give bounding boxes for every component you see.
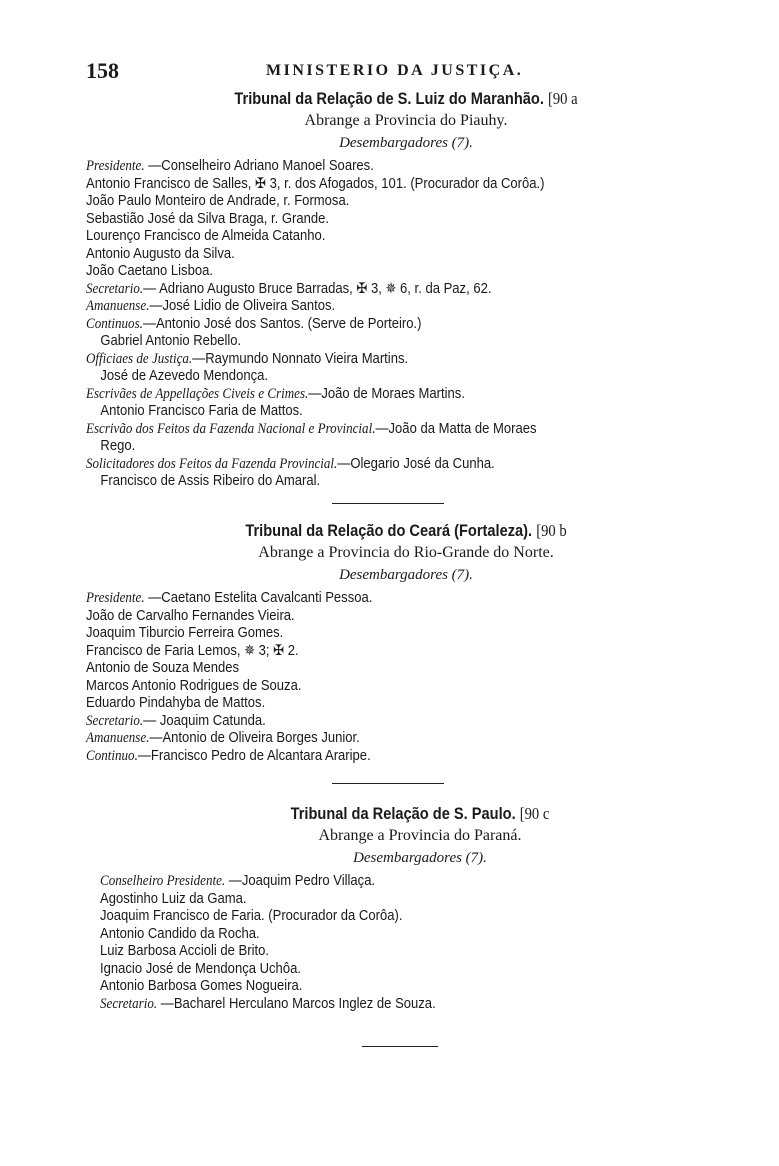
- entry-text: João de Carvalho Fernandes Vieira.: [86, 607, 295, 624]
- entry-text: Antonio Francisco de Salles, ✠ 3, r. dos Afogados, 101. (Procurador da Corôa.): [86, 175, 545, 192]
- entry-line: [86, 211, 662, 229]
- entry-text: João Paulo Monteiro de Andrade, r. Formosa.: [86, 193, 350, 209]
- entry-line: [86, 193, 662, 211]
- entry-text: Agostinho Luiz da Gama.: [100, 890, 247, 907]
- entry-text: Joaquim Francisco de Faria. (Procurador da Corôa).: [100, 908, 403, 924]
- page-header: [86, 58, 698, 82]
- entry-role-label: Continuo.: [86, 747, 138, 764]
- entry-text: —Bacharel Herculano Marcos Inglez de Souza.: [157, 995, 436, 1012]
- entry-role-label: Amanuense.: [86, 298, 150, 314]
- section-subheading: Desembargadores (7).: [353, 850, 487, 866]
- section-title: Tribunal da Relação de S. Paulo. [90 c: [290, 804, 550, 823]
- entry-text: —José Lidio de Oliveira Santos.: [149, 298, 336, 314]
- entry-line: [86, 473, 662, 491]
- entry-text: —João da Matta de Moraes: [375, 420, 537, 437]
- section-tag: [90 a: [547, 89, 578, 108]
- entry-text: —João de Moraes Martins.: [308, 385, 465, 402]
- entry-text: —Conselheiro Adriano Manoel Soares.: [144, 158, 374, 174]
- section-tag: [90 c: [519, 804, 550, 823]
- page-number: 158: [86, 58, 119, 83]
- entry-text: João Caetano Lisboa.: [86, 263, 213, 279]
- entry-text: —Joaquim Pedro Villaça.: [225, 873, 376, 889]
- section-subtitle: Abrange a Provincia do Piauhy.: [304, 112, 508, 129]
- entry-role-label: Presidente.: [86, 158, 145, 174]
- section-sao-paulo: [100, 803, 740, 1013]
- entry-text: Eduardo Pindahyba de Mattos.: [86, 695, 266, 711]
- entry-line: [86, 281, 662, 299]
- entry-text: Antonio Candido da Rocha.: [100, 925, 260, 942]
- section-title: Tribunal da Relação de S. Luiz do Maranhão. [90 a: [234, 89, 578, 108]
- section-maranhao: [86, 88, 726, 491]
- entry-line: [100, 891, 676, 909]
- entry-line: [100, 996, 676, 1014]
- entry-role-label: Officiaes de Justiça.: [86, 350, 193, 367]
- section-divider: [362, 1046, 438, 1047]
- entry-role-label: Amanuense.: [86, 730, 150, 746]
- entry-role-label: Conselheiro Presidente.: [100, 873, 226, 889]
- entry-text: Sebastião José da Silva Braga, r. Grande.: [86, 210, 330, 227]
- entry-text: —Antonio de Oliveira Borges Junior.: [149, 730, 360, 746]
- section-ceara: [86, 520, 726, 765]
- entry-role-label: Escrivão dos Feitos da Fazenda Nacional e Provincial.: [86, 420, 376, 437]
- entry-line: [86, 246, 662, 264]
- running-head: MINISTERIO DA JUSTIÇA.: [266, 62, 524, 79]
- entry-text: —Raymundo Nonnato Vieira Martins.: [192, 350, 409, 367]
- entry-text: Francisco de Faria Lemos, ✵ 3; ✠ 2.: [86, 642, 299, 659]
- section-title: Tribunal da Relação do Ceará (Fortaleza). [90 b: [245, 521, 567, 540]
- entry-line: [86, 228, 662, 246]
- entry-line: [86, 421, 662, 439]
- entry-line: [86, 403, 662, 421]
- entry-line: [86, 351, 662, 369]
- entry-line: [86, 730, 662, 748]
- section-subtitle: Abrange a Provincia do Paraná.: [318, 827, 522, 844]
- entry-text: Luiz Barbosa Accioli de Brito.: [100, 943, 270, 959]
- entry-text: Lourenço Francisco de Almeida Catanho.: [86, 228, 326, 244]
- entry-line: [86, 298, 662, 316]
- entry-line: [86, 678, 662, 696]
- section-subheading: Desembargadores (7).: [339, 567, 473, 583]
- entry-role-label: Escrivães de Appellações Civeis e Crimes.: [86, 385, 309, 402]
- entry-line: [86, 176, 662, 194]
- entry-line: [100, 978, 676, 996]
- section-divider: [332, 783, 444, 784]
- section-subheading: Desembargadores (7).: [339, 135, 473, 151]
- entry-text: José de Azevedo Mendonça.: [100, 368, 268, 384]
- entry-text: —Francisco Pedro de Alcantara Araripe.: [137, 747, 371, 764]
- entry-list: [86, 590, 726, 765]
- entry-text: — Adriano Augusto Bruce Barradas, ✠ 3, ✵ 6, r. da Paz, 62.: [143, 280, 492, 297]
- entry-text: Rego.: [100, 438, 136, 454]
- entry-line: [86, 590, 662, 608]
- entry-line: [86, 625, 662, 643]
- entry-line: [86, 386, 662, 404]
- entry-text: —Caetano Estelita Cavalcanti Pessoa.: [144, 590, 373, 606]
- entry-text: Joaquim Tiburcio Ferreira Gomes.: [86, 625, 284, 641]
- entry-role-label: Continuos.: [86, 315, 143, 332]
- entry-text: Antonio Francisco Faria de Mattos.: [100, 403, 303, 419]
- entry-role-label: Secretario.: [100, 995, 158, 1012]
- entry-role-label: Secretario.: [86, 712, 144, 729]
- entry-text: Antonio Barbosa Gomes Nogueira.: [100, 978, 303, 994]
- entry-text: —Antonio José dos Santos. (Serve de Porteiro.): [142, 315, 422, 332]
- entry-line: [86, 748, 662, 766]
- entry-text: Marcos Antonio Rodrigues de Souza.: [86, 677, 302, 694]
- entry-line: [86, 660, 662, 678]
- entry-line: [86, 368, 662, 386]
- entry-list: [100, 873, 740, 1013]
- entry-text: —Olegario José da Cunha.: [337, 455, 495, 472]
- entry-text: Ignacio José de Mendonça Uchôa.: [100, 960, 301, 977]
- entry-line: [86, 456, 662, 474]
- entry-line: [100, 873, 676, 891]
- entry-line: [86, 713, 662, 731]
- entry-line: [86, 158, 662, 176]
- entry-line: [86, 263, 662, 281]
- entry-list: [86, 158, 726, 491]
- section-divider: [332, 503, 444, 504]
- entry-text: Francisco de Assis Ribeiro do Amaral.: [100, 473, 321, 489]
- section-tag: [90 b: [536, 521, 567, 540]
- entry-role-label: Secretario.: [86, 280, 144, 297]
- entry-text: Gabriel Antonio Rebello.: [100, 333, 242, 349]
- entry-line: [86, 438, 662, 456]
- entry-role-label: Presidente.: [86, 590, 145, 606]
- entry-line: [100, 926, 676, 944]
- entry-line: [100, 908, 676, 926]
- entry-line: [86, 643, 662, 661]
- section-subtitle: Abrange a Provincia do Rio-Grande do Norte.: [258, 544, 554, 561]
- entry-line: [100, 961, 676, 979]
- entry-text: — Joaquim Catunda.: [143, 712, 266, 729]
- entry-text: Antonio Augusto da Silva.: [86, 245, 235, 262]
- entry-line: [86, 333, 662, 351]
- entry-line: [86, 608, 662, 626]
- entry-text: Antonio de Souza Mendes: [86, 660, 240, 676]
- entry-role-label: Solicitadores dos Feitos da Fazenda Provincial.: [86, 455, 338, 472]
- entry-line: [100, 943, 676, 961]
- entry-line: [86, 695, 662, 713]
- entry-line: [86, 316, 662, 334]
